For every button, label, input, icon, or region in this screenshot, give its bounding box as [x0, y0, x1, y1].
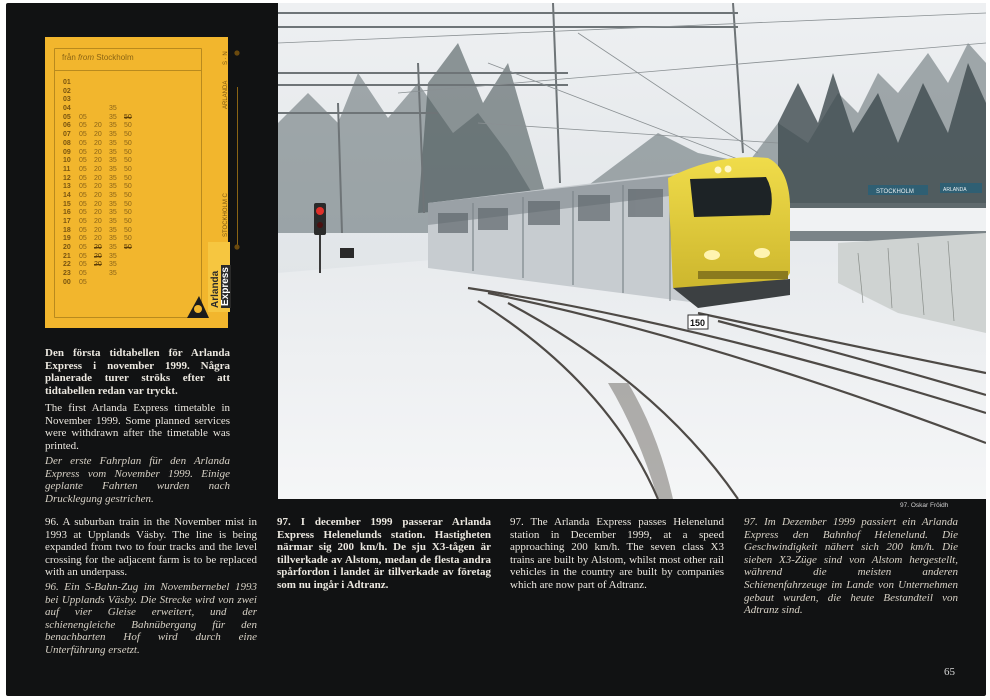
- timetable-minute: 50: [124, 139, 132, 147]
- timetable-hour: 00: [63, 278, 71, 286]
- timetable-minute: 05: [79, 191, 87, 199]
- timetable-minute: [94, 88, 109, 97]
- timetable-header-sv: från: [62, 53, 76, 62]
- route-top-label: ARLANDA: [223, 80, 229, 109]
- timetable-minute: [79, 88, 94, 97]
- timetable-row: [63, 157, 183, 166]
- brand-wordmark-2: [221, 265, 231, 308]
- timetable-hour: 07: [63, 131, 71, 139]
- timetable-minute: 35: [109, 226, 117, 234]
- timetable-minute: 35: [109, 139, 117, 147]
- timetable-hour: 22: [63, 261, 71, 269]
- timetable-minute: [124, 96, 139, 105]
- timetable-row: [63, 140, 183, 149]
- timetable-minute: 20: [94, 174, 102, 182]
- timetable-minute: 20: [94, 209, 102, 217]
- speed-sign-text: 150: [690, 318, 706, 328]
- timetable-minute: 05: [79, 278, 87, 286]
- timetable-minute: 20: [94, 131, 102, 139]
- train-photo: [278, 3, 986, 499]
- timetable-hour: 23: [63, 270, 71, 278]
- timetable-minute: 05: [79, 270, 87, 278]
- timetable-row: [63, 235, 183, 244]
- timetable-hour: 14: [63, 191, 71, 199]
- timetable-minute: 05: [79, 183, 87, 191]
- timetable-hour: 02: [63, 87, 71, 95]
- timetable-minute: 35: [109, 105, 117, 113]
- timetable-minute: [79, 79, 94, 88]
- timetable-minute: 05: [79, 252, 87, 260]
- page-number: 65: [944, 666, 955, 678]
- timetable-minute: 35: [109, 244, 117, 252]
- timetable-minute: 05: [79, 209, 87, 217]
- timetable-minute: 35: [109, 270, 117, 278]
- timetable-minute: 05: [79, 261, 87, 269]
- timetable-minute: 50: [124, 157, 132, 165]
- timetable-minute: 05: [79, 226, 87, 234]
- timetable-minute: 35: [109, 261, 117, 269]
- timetable-minute: 50: [124, 191, 132, 199]
- timetable-minute: [94, 105, 109, 114]
- caption-left-en: The first Arlanda Express timetable in November 1999. Some planned services were withdrawn after the timetable was printed.: [45, 402, 230, 452]
- timetable-hour: 05: [63, 113, 71, 121]
- timetable-minute: [94, 114, 109, 123]
- timetable-minute: 35: [109, 113, 117, 121]
- caption-97-sv: 97. I december 1999 passerar Arlanda Express Helenelunds station. Hastigheten närmar sig 200 km/h. De sju X3-tågen är tillverkade av Alstom, medan de flesta andra spårfordon i landet är tillverkade av företag som nu ingår i Adtranz.: [277, 516, 491, 591]
- station-sign-text-2: ARLANDA: [943, 187, 967, 193]
- timetable-minute: [94, 279, 109, 288]
- timetable-row: [63, 166, 183, 175]
- route-top-sub: S · N: [223, 51, 229, 65]
- brand-logo-icon: [185, 292, 211, 320]
- timetable-minute: [109, 279, 124, 288]
- station-sign-text: STOCKHOLM: [876, 189, 914, 195]
- timetable-minute: 35: [109, 183, 117, 191]
- timetable-row: [63, 192, 183, 201]
- timetable-minute: 20: [94, 139, 102, 147]
- timetable-minute: [109, 79, 124, 88]
- timetable-minute: 35: [109, 235, 117, 243]
- timetable-minute: 35: [109, 209, 117, 217]
- timetable-minute: 35: [109, 218, 117, 225]
- timetable-row: [63, 149, 183, 158]
- timetable-minute: 05: [79, 113, 87, 121]
- timetable-hour: 16: [63, 209, 71, 217]
- caption-96-en: 96. A suburban train in the November mist in 1993 at Upplands Väsby. The line is being expanded from two to four tracks and the level crossing for the adjacent farm is to be replaced with an underpass.: [45, 516, 257, 579]
- timetable-row: [63, 105, 183, 114]
- timetable-minute: 50: [124, 209, 132, 217]
- timetable-header-en: from: [78, 53, 95, 62]
- timetable-hour: 19: [63, 235, 71, 243]
- timetable-minute: 35: [109, 122, 117, 130]
- timetable-hour: 18: [63, 226, 71, 234]
- timetable-minute: 05: [79, 235, 87, 243]
- timetable-minute: 05: [79, 200, 87, 208]
- timetable-minute: 35: [109, 252, 117, 260]
- timetable-minute: 20: [94, 218, 102, 225]
- timetable-hour: 13: [63, 183, 71, 191]
- timetable-minute: 20: [94, 200, 102, 208]
- timetable-minute: 35: [109, 157, 117, 165]
- timetable-row: [63, 96, 183, 105]
- timetable-minute: 05: [79, 139, 87, 147]
- timetable-minute: 05: [79, 131, 87, 139]
- timetable-card: [45, 37, 231, 328]
- timetable-hour: 15: [63, 200, 71, 208]
- timetable-grid: [63, 79, 183, 288]
- timetable-minute: 50: [124, 148, 132, 156]
- timetable-hour: 21: [63, 252, 71, 260]
- timetable-minute: 05: [79, 148, 87, 156]
- timetable-row: [63, 218, 183, 227]
- timetable-minute: [94, 79, 109, 88]
- photo-credit: 97. Oskar Fröidh: [900, 502, 949, 509]
- timetable-minute: 50: [124, 174, 132, 182]
- timetable-row: [63, 175, 183, 184]
- timetable-minute: 20: [94, 122, 102, 130]
- timetable-minute: 50: [124, 218, 132, 225]
- timetable-row: [63, 131, 183, 140]
- caption-97-en: 97. The Arlanda Express passes Helenelund station in December 1999, at a speed approaching 200 km/h. The seven class X3 trains are built by Alstom, whilst most other rail vehicles in the country are built by companies which are now part of Adtranz.: [510, 516, 724, 591]
- timetable-header-city: Stockholm: [96, 53, 134, 62]
- timetable-minute: 20: [94, 157, 102, 165]
- timetable-minute: 05: [79, 157, 87, 165]
- timetable-minute: [124, 79, 139, 88]
- route-stops: [231, 49, 245, 259]
- timetable-row: [63, 114, 183, 123]
- timetable-minute: 35: [109, 200, 117, 208]
- timetable-row: [63, 183, 183, 192]
- timetable-hour: 09: [63, 148, 71, 156]
- timetable-minute: [94, 96, 109, 105]
- timetable-minute: 20: [94, 226, 102, 234]
- timetable-hour: 12: [63, 174, 71, 182]
- caption-left-sv: Den första tidtabellen för Arlanda Express i november 1999. Några planerade turer ströks efter att tidtabellen redan var tryckt.: [45, 347, 230, 397]
- timetable-hour: 01: [63, 79, 71, 86]
- timetable-row: [63, 270, 183, 279]
- timetable-minute: 20: [94, 148, 102, 156]
- timetable-minute: 50: [124, 226, 132, 234]
- timetable-row: [63, 88, 183, 97]
- timetable-minute: 05: [79, 165, 87, 173]
- timetable-hour: 04: [63, 105, 71, 113]
- timetable-minute: 50: [124, 235, 132, 243]
- timetable-minute: 35: [109, 191, 117, 199]
- timetable-minute: [124, 105, 139, 114]
- brand-line-1: Arlanda: [210, 270, 221, 308]
- timetable-minute: [94, 270, 109, 279]
- timetable-minute: 20: [94, 261, 102, 269]
- timetable-row: [63, 253, 183, 262]
- timetable-minute: 50: [124, 131, 132, 139]
- timetable-minute: [124, 261, 139, 270]
- timetable-row: [63, 279, 183, 288]
- timetable-minute: 35: [109, 131, 117, 139]
- timetable-hour: 08: [63, 139, 71, 147]
- timetable-minute: 05: [79, 174, 87, 182]
- timetable-hour: 10: [63, 157, 71, 165]
- timetable-hour: 03: [63, 96, 71, 104]
- timetable-row: [63, 122, 183, 131]
- timetable-hour: 17: [63, 218, 71, 225]
- timetable-minute: [124, 270, 139, 279]
- timetable-minute: 50: [124, 183, 132, 191]
- timetable-minute: 20: [94, 252, 102, 260]
- brand-line-2: Express: [220, 267, 231, 306]
- timetable-row: [63, 209, 183, 218]
- timetable-row: [63, 79, 183, 88]
- timetable-minute: 50: [124, 200, 132, 208]
- timetable-minute: 50: [124, 165, 132, 173]
- timetable-minute: 50: [124, 113, 132, 121]
- timetable-minute: 20: [94, 165, 102, 173]
- timetable-row: [63, 227, 183, 236]
- timetable-minute: [124, 253, 139, 262]
- timetable-hour: 11: [63, 165, 71, 173]
- timetable-minute: [124, 88, 139, 97]
- brand-block: [208, 242, 230, 312]
- timetable-row: [63, 244, 183, 253]
- timetable-minute: 20: [94, 183, 102, 191]
- timetable-hour: 20: [63, 244, 71, 252]
- timetable-minute: 20: [94, 235, 102, 243]
- timetable-minute: 35: [109, 174, 117, 182]
- caption-left-de: Der erste Fahrplan für den Arlanda Express vom November 1999. Einige geplante Fahrten wurden nach Drucklegung gestrichen.: [45, 455, 230, 505]
- timetable-minute: 20: [94, 244, 102, 252]
- timetable-minute: 50: [124, 244, 132, 252]
- timetable-row: [63, 201, 183, 210]
- timetable-minute: 35: [109, 148, 117, 156]
- timetable-minute: 20: [94, 191, 102, 199]
- timetable-minute: 05: [79, 244, 87, 252]
- timetable-frame: [54, 48, 202, 318]
- timetable-minute: [79, 96, 94, 105]
- timetable-minute: [79, 105, 94, 114]
- timetable-minute: 05: [79, 218, 87, 225]
- caption-96-de: 96. Ein S-Bahn-Zug im Novembernebel 1993 bei Upplands Väsby. Die Strecke wird von zwei auf vier Gleise erweitert, und der schienengleiche Bahnübergang für den benachbarten Hof wird durch eine Unterführung ersetzt.: [45, 581, 257, 656]
- caption-97-de: 97. Im Dezember 1999 passiert ein Arlanda Express den Bahnhof Helenelund. Die Geschwindigkeit nähert sich 200 km/h. Die sieben X3-Züge sind von Alstom hergestellt, während die meisten anderen Schienenfahrzeuge im Lande von Unternehmen gebaut wurden, die heute Bestandteil von Adtranz sind.: [744, 516, 958, 617]
- timetable-row: [63, 261, 183, 270]
- route-bottom-label: STOCKHOLM C: [223, 193, 229, 237]
- timetable-minute: 50: [124, 122, 132, 130]
- timetable-minute: [124, 279, 139, 288]
- timetable-minute: 05: [79, 122, 87, 130]
- timetable-header: [55, 49, 201, 71]
- timetable-minute: 35: [109, 165, 117, 173]
- timetable-hour: 06: [63, 122, 71, 130]
- timetable-minute: [109, 88, 124, 97]
- timetable-minute: [109, 96, 124, 105]
